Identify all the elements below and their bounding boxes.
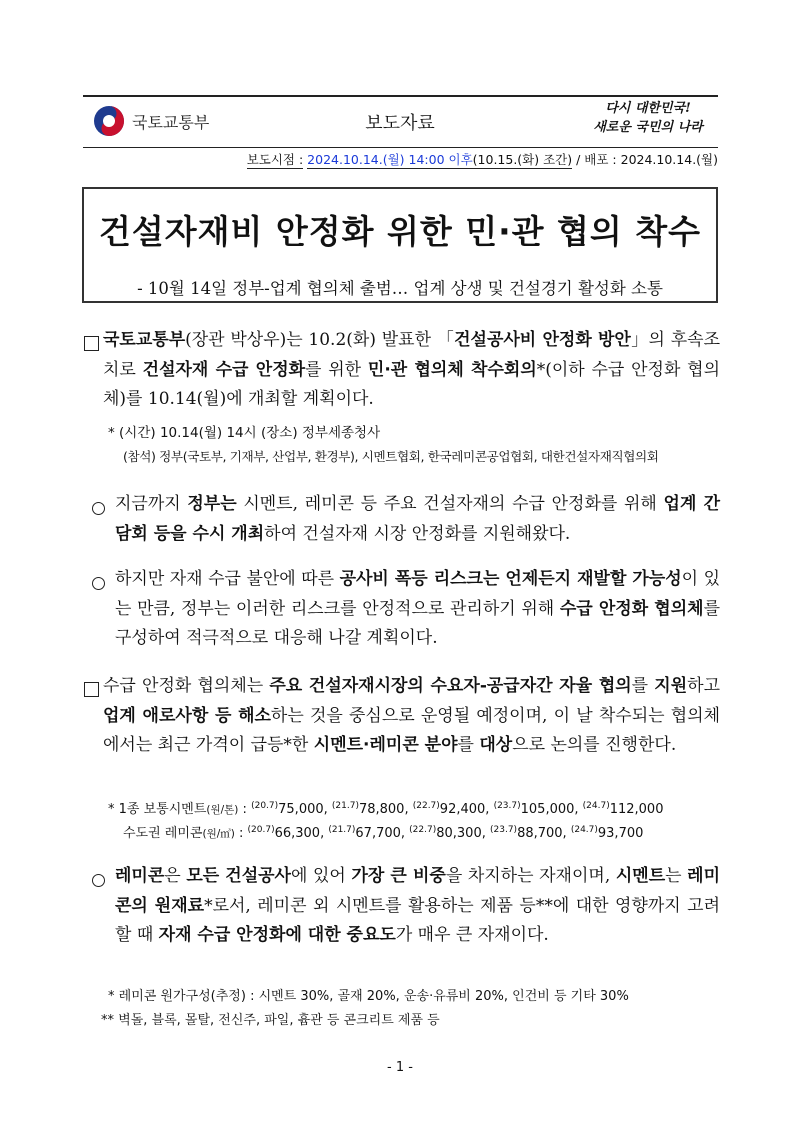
- slogan-line-2: 새로운 국민의 나라: [593, 120, 703, 135]
- text-strong: 업계 간담회 등을 수시 개최: [115, 494, 720, 544]
- cement-unit: (원/톤): [206, 804, 239, 816]
- distribution-date: / 배포 : 2024.10.14.(월): [576, 152, 718, 167]
- text-strong: 대상: [479, 735, 513, 755]
- year-label: (23.7): [490, 825, 518, 835]
- text: 하고: [687, 676, 720, 696]
- text: 를 구성하여 적극적으로 대응해 나갈 계획이다.: [115, 598, 720, 648]
- page-title: 건설자재비 안정화 위한 민·관 협의 착수: [98, 212, 702, 251]
- year-label: (20.7): [251, 801, 279, 811]
- square-bullet-icon: [84, 336, 99, 355]
- text-strong: 정부는: [187, 494, 237, 514]
- year-label: (22.7): [409, 825, 437, 835]
- price-value: 88,700,: [517, 826, 567, 841]
- text: 가 매우 큰 자재이다.: [395, 925, 549, 945]
- footnote-cement-prices: * 1종 보통시멘트(원/톤) : $^{(20.7)}$75,000, $^{(21.7)}$78,800, $^{(22.7)}$92,400, $^{(23.7)}$105,000, $^{(24.7)}$112,000: [108, 801, 664, 817]
- slogan-line-1: 다시 대한민국!: [605, 101, 691, 116]
- text-strong: 국토교통부: [103, 330, 186, 350]
- text: 하는 것을 중심으로 운영될 예정이며, 이 날 착수되는 협의체에서는 최근 가격이 급등*한: [103, 705, 720, 755]
- footnote-cost-composition: * 레미콘 원가구성(추정) : 시멘트 30%, 골재 20%, 운송·유류비 20%, 인건비 등 기타 30%: [108, 989, 629, 1004]
- section2-point-1: [115, 862, 720, 951]
- text-strong: 시멘트: [615, 866, 666, 886]
- footnote-remicon-prices: 수도권 레미콘(원/㎥) : $^{(20.7)}$66,300, $^{(21.7)}$67,700, $^{(22.7)}$80,300, $^{(23.7)}$88,700, $^{(24.7)}$93,700: [123, 825, 644, 841]
- text-strong: 건설공사비 안정화 방안: [454, 330, 631, 350]
- text: 시멘트, 레미콘 등 주요 건설자재의 수급 안정화를 위해: [236, 494, 664, 514]
- text-strong: 지원: [654, 676, 688, 696]
- release-info: [247, 150, 718, 168]
- page-number: - 1 -: [387, 1060, 413, 1075]
- price-value: 78,800,: [358, 802, 409, 817]
- year-label: (24.7): [570, 825, 598, 835]
- text: 에 있어: [290, 866, 352, 886]
- year-label: (21.7): [331, 801, 359, 811]
- year-label: (24.7): [582, 801, 610, 811]
- release-datetime: 2024.10.14.(월) 14:00 이후: [307, 152, 473, 167]
- text-strong: 건설자재 수급 안정화: [142, 359, 306, 380]
- release-label: 보도시점 :: [246, 152, 304, 167]
- text-strong: 시멘트·레미콘 분야: [313, 735, 458, 755]
- year-label: (20.7): [247, 825, 275, 835]
- text: 하지만 자재 수급 불안에 따른: [115, 569, 340, 589]
- text: 는: [665, 866, 688, 886]
- text: 하여 건설자재 시장 안정화를 지원해왔다.: [264, 523, 571, 544]
- text-strong: 민·관 협의체 착수회의: [367, 359, 537, 380]
- price-value: 105,000,: [520, 802, 579, 817]
- text: *(이하 수급 안정화 협의체)를 10.14(월)에 개최할 계획이다.: [103, 359, 721, 409]
- footnote-concrete-products: ** 벽돌, 블록, 몰탈, 전신주, 파일, 흄관 등 콘크리트 제품 등: [101, 1013, 440, 1028]
- cement-label: * 1종 보통시멘트: [108, 802, 207, 817]
- text-strong: 자재 수급 안정화에 대한 중요도: [158, 925, 396, 945]
- release-edition: (10.15.(화) 조간): [472, 152, 573, 167]
- text-strong: 모든 건설공사: [186, 866, 291, 886]
- footnote-meeting-time: * (시간) 10.14(월) 14시 (장소) 정부세종청사: [108, 425, 381, 441]
- text: 를 위한: [305, 359, 368, 380]
- price-value: 66,300,: [274, 826, 325, 841]
- text: 」의 후속조치로: [103, 330, 721, 380]
- text: *로서, 레미콘 외 시멘트를 활용하는 제품 등**에 대한 영향까지 고려할 때: [115, 895, 720, 945]
- text: 를: [631, 676, 655, 696]
- press-release-label: 보도자료: [365, 113, 435, 134]
- circle-bullet-icon: [92, 500, 105, 519]
- text-strong: 공사비 폭등 리스크는 언제든지 재발할 가능성: [339, 569, 682, 589]
- year-label: (21.7): [328, 825, 356, 835]
- text: 지금까지: [115, 494, 188, 514]
- text: 이 있는 만큼, 정부는 이러한 리스크를 안정적으로 관리하기 위해: [115, 569, 720, 619]
- text: 으로 논의를 진행한다.: [512, 735, 677, 755]
- section1-point-1: [115, 490, 720, 549]
- price-value: 112,000: [609, 802, 664, 817]
- subtitle: - 10월 14일 정부-업계 협의체 출범… 업계 상생 및 건설경기 활성화 소통: [137, 279, 663, 298]
- text-strong: 레미콘의 원재료: [115, 866, 721, 916]
- section1-point-2: [115, 565, 720, 654]
- text: 은: [164, 866, 187, 886]
- text-strong: 업계 애로사항 등 해소: [103, 705, 271, 726]
- price-value: 92,400,: [439, 802, 490, 817]
- text: 을 차지하는 자재이며,: [445, 866, 616, 886]
- footnote-attendees: (참석) 정부(국토부, 기재부, 산업부, 환경부), 시멘트협회, 한국레미콘공업협회, 대한건설자재직협의회: [123, 449, 659, 464]
- year-label: (22.7): [412, 801, 440, 811]
- remicon-unit: (원/㎥): [202, 828, 235, 840]
- price-value: 75,000,: [278, 802, 328, 817]
- circle-bullet-icon: [92, 872, 105, 891]
- section1-paragraph: [103, 326, 720, 415]
- price-value: 93,700: [597, 826, 644, 841]
- text: 수급 안정화 협의체는: [103, 676, 270, 696]
- circle-bullet-icon: [92, 575, 105, 594]
- text: (장관 박상우)는 10.2(화) 발표한 「: [185, 330, 455, 350]
- ministry-name: 국토교통부: [132, 113, 210, 132]
- price-value: 80,300,: [436, 826, 486, 841]
- remicon-label: 수도권 레미콘: [123, 826, 203, 841]
- text: 를: [457, 735, 480, 755]
- square-bullet-icon: [84, 682, 99, 701]
- text-strong: 레미콘: [115, 866, 165, 886]
- price-value: 67,700,: [355, 826, 406, 841]
- text-strong: 가장 큰 비중: [351, 866, 446, 886]
- section2-paragraph: [103, 672, 720, 761]
- text-strong: 수급 안정화 협의체: [559, 598, 704, 619]
- text-strong: 주요 건설자재시장의 수요자-공급자간 자율 협의: [269, 676, 632, 696]
- slogan: [580, 99, 716, 143]
- year-label: (23.7): [493, 801, 521, 811]
